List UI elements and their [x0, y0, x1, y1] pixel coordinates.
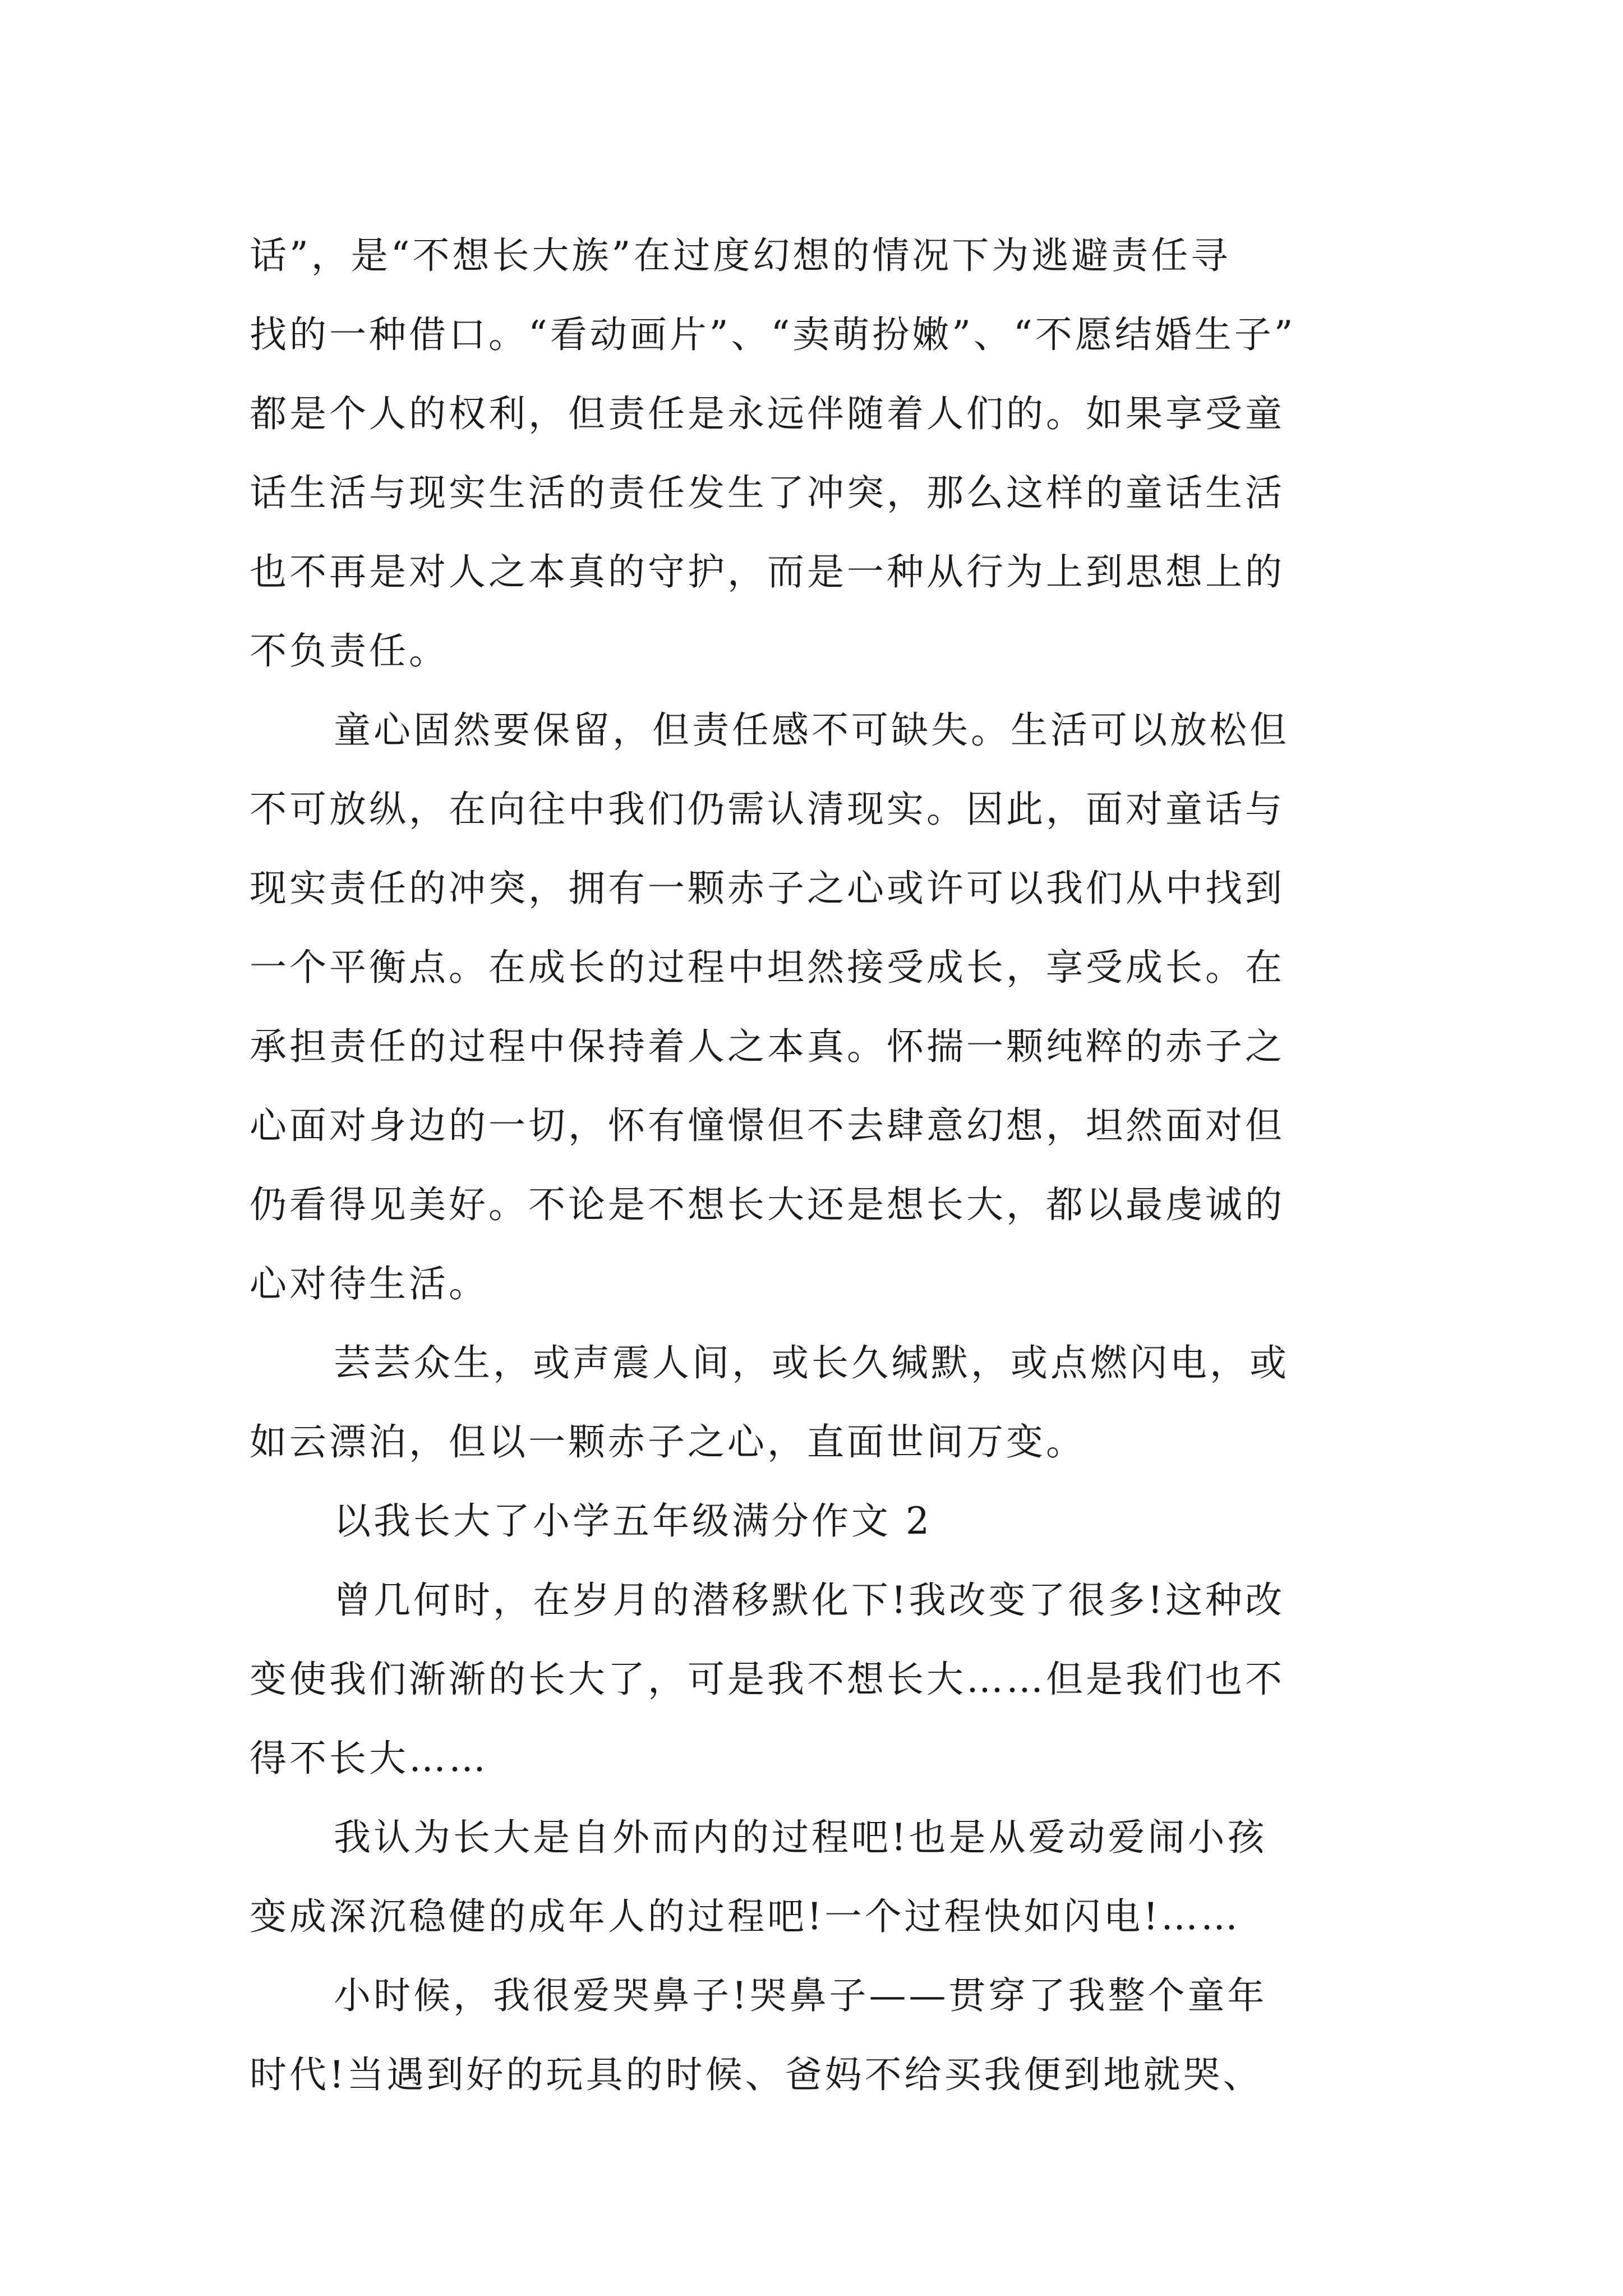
text-line: 小时候，我很爱哭鼻子!哭鼻子——贯穿了我整个童年 — [334, 1974, 1267, 2017]
text-line: 现实责任的冲突，拥有一颗赤子之心或许可以我们从中找到 — [250, 867, 1285, 910]
text-line: 变成深沉稳健的成年人的过程吧!一个过程快如闪电!…… — [250, 1895, 1241, 1938]
text-line: 仍看得见美好。不论是不想长大还是想长大，都以最虔诚的 — [250, 1183, 1285, 1226]
text-line: 承担责任的过程中保持着人之本真。怀揣一颗纯粹的赤子之 — [250, 1025, 1285, 1068]
text-line: 时代!当遇到好的玩具的时候、爸妈不给买我便到地就哭、 — [250, 2053, 1263, 2096]
text-line: 心对待生活。 — [250, 1262, 488, 1305]
text-line: 变使我们渐渐的长大了，可是我不想长大……但是我们也不 — [250, 1658, 1285, 1701]
text-line: 不负责任。 — [250, 629, 449, 673]
text-line: 以我长大了小学五年级满分作文 2 — [334, 1499, 932, 1543]
text-line: 找的一种借口。“看动画片”、“卖萌扮嫩”、“不愿结婚生子” — [250, 313, 1296, 356]
text-line: 芸芸众生，或声震人间，或长久缄默，或点燃闪电，或 — [334, 1341, 1289, 1384]
text-line: 话”，是“不想长大族”在过度幻想的情况下为逃避责任寻 — [250, 234, 1231, 277]
text-line: 都是个人的权利，但责任是永远伴随着人们的。如果享受童 — [250, 392, 1285, 435]
text-line: 话生活与现实生活的责任发生了冲突，那么这样的童话生活 — [250, 471, 1285, 514]
text-line: 如云漂泊，但以一颗赤子之心，直面世间万变。 — [250, 1420, 1086, 1464]
document-body — [250, 216, 1377, 2114]
text-line: 也不再是对人之本真的守护，而是一种从行为上到思想上的 — [250, 550, 1285, 593]
text-line: 一个平衡点。在成长的过程中坦然接受成长，享受成长。在 — [250, 946, 1285, 989]
text-line: 曾几何时，在岁月的潜移默化下!我改变了很多!这种改 — [334, 1579, 1285, 1622]
text-line: 不可放纵，在向往中我们仍需认清现实。因此，面对童话与 — [250, 788, 1285, 831]
text-line: 得不长大…… — [250, 1737, 488, 1780]
text-line: 心面对身边的一切，怀有憧憬但不去肆意幻想，坦然面对但 — [250, 1104, 1285, 1147]
text-line: 童心固然要保留，但责任感不可缺失。生活可以放松但 — [334, 708, 1289, 752]
text-line: 我认为长大是自外而内的过程吧!也是从爱动爱闹小孩 — [334, 1816, 1267, 1859]
